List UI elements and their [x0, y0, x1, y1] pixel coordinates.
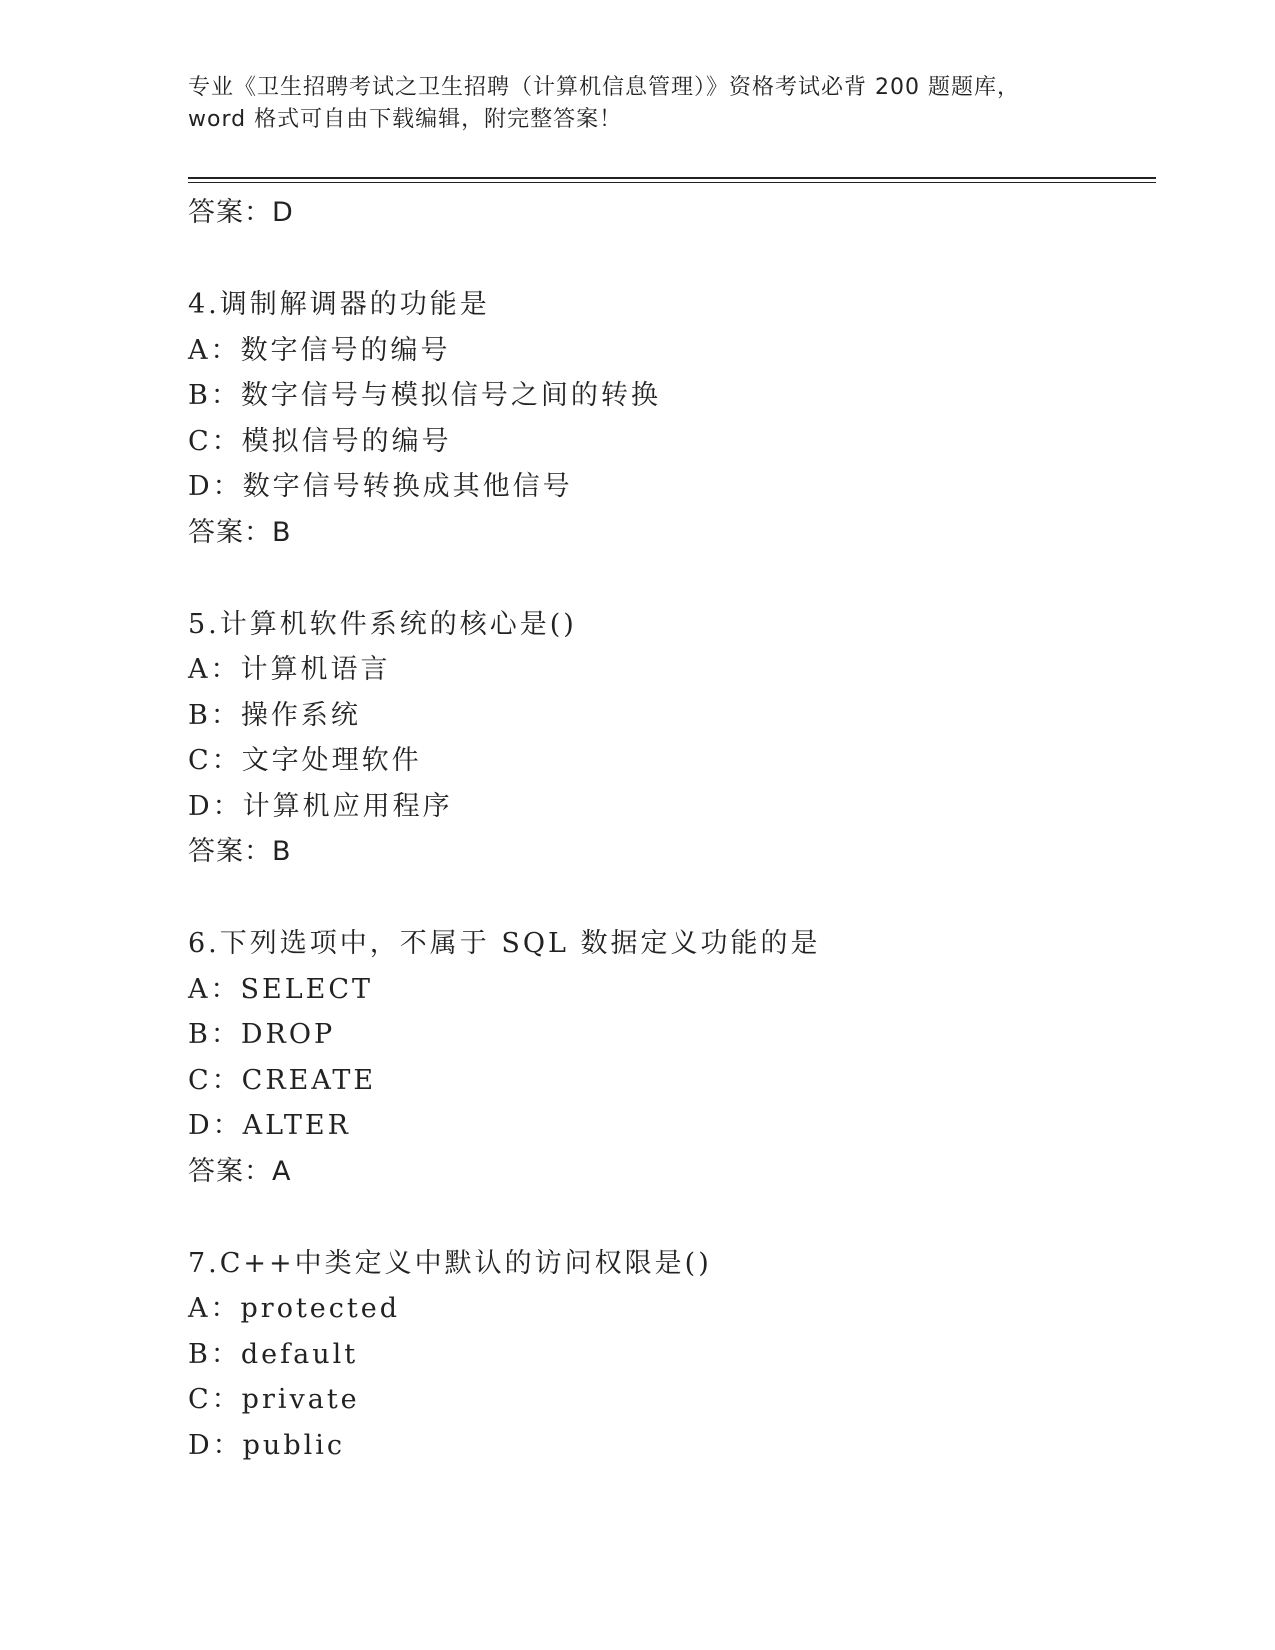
option-d: D：ALTER: [188, 1110, 351, 1141]
question-list: [188, 190, 1148, 1468]
option-c: C：CREATE: [188, 1064, 377, 1096]
answer-line: 答案：D: [188, 197, 294, 228]
answer-line: 答案：A: [188, 1155, 292, 1187]
answer-line: 答案：B: [188, 516, 292, 548]
option-b: B：default: [188, 1338, 359, 1370]
question-block: [188, 602, 1148, 876]
question-block: [188, 1241, 1148, 1469]
header-line-2: word 格式可自由下载编辑，附完整答案！: [188, 107, 623, 132]
spacer: [188, 556, 1148, 602]
answer-line: 答案：B: [188, 836, 292, 867]
question-text: 5.计算机软件系统的核心是(): [188, 608, 577, 640]
spacer: [188, 236, 1148, 282]
header-line-1: 专业《卫生招聘考试之卫生招聘（计算机信息管理）》资格考试必背 200 题题库，: [188, 75, 1020, 100]
option-b: B：操作系统: [188, 699, 361, 731]
option-b: B：数字信号与模拟信号之间的转换: [188, 380, 661, 411]
option-a: A：protected: [188, 1293, 401, 1324]
option-a: A：数字信号的编号: [188, 334, 451, 366]
document-header: [188, 72, 1088, 136]
option-a: A：计算机语言: [188, 654, 391, 685]
header-divider-thin: [188, 182, 1156, 183]
option-d: D：public: [188, 1429, 345, 1461]
spacer: [188, 875, 1148, 921]
header-divider-thick: [188, 177, 1156, 179]
option-a: A：SELECT: [188, 973, 374, 1005]
question-block: [188, 921, 1148, 1195]
question-text: 4.调制解调器的功能是: [188, 289, 490, 320]
option-d: D：计算机应用程序: [188, 790, 453, 822]
option-c: C：模拟信号的编号: [188, 425, 452, 457]
question-block: [188, 282, 1148, 556]
option-b: B：DROP: [188, 1019, 336, 1050]
option-d: D：数字信号转换成其他信号: [188, 471, 573, 502]
option-c: C：文字处理软件: [188, 745, 422, 776]
question-text: 6.下列选项中，不属于 SQL 数据定义功能的是: [188, 928, 821, 959]
option-c: C：private: [188, 1384, 360, 1415]
spacer: [188, 1195, 1148, 1241]
question-text: 7.C++中类定义中默认的访问权限是(): [188, 1247, 712, 1279]
